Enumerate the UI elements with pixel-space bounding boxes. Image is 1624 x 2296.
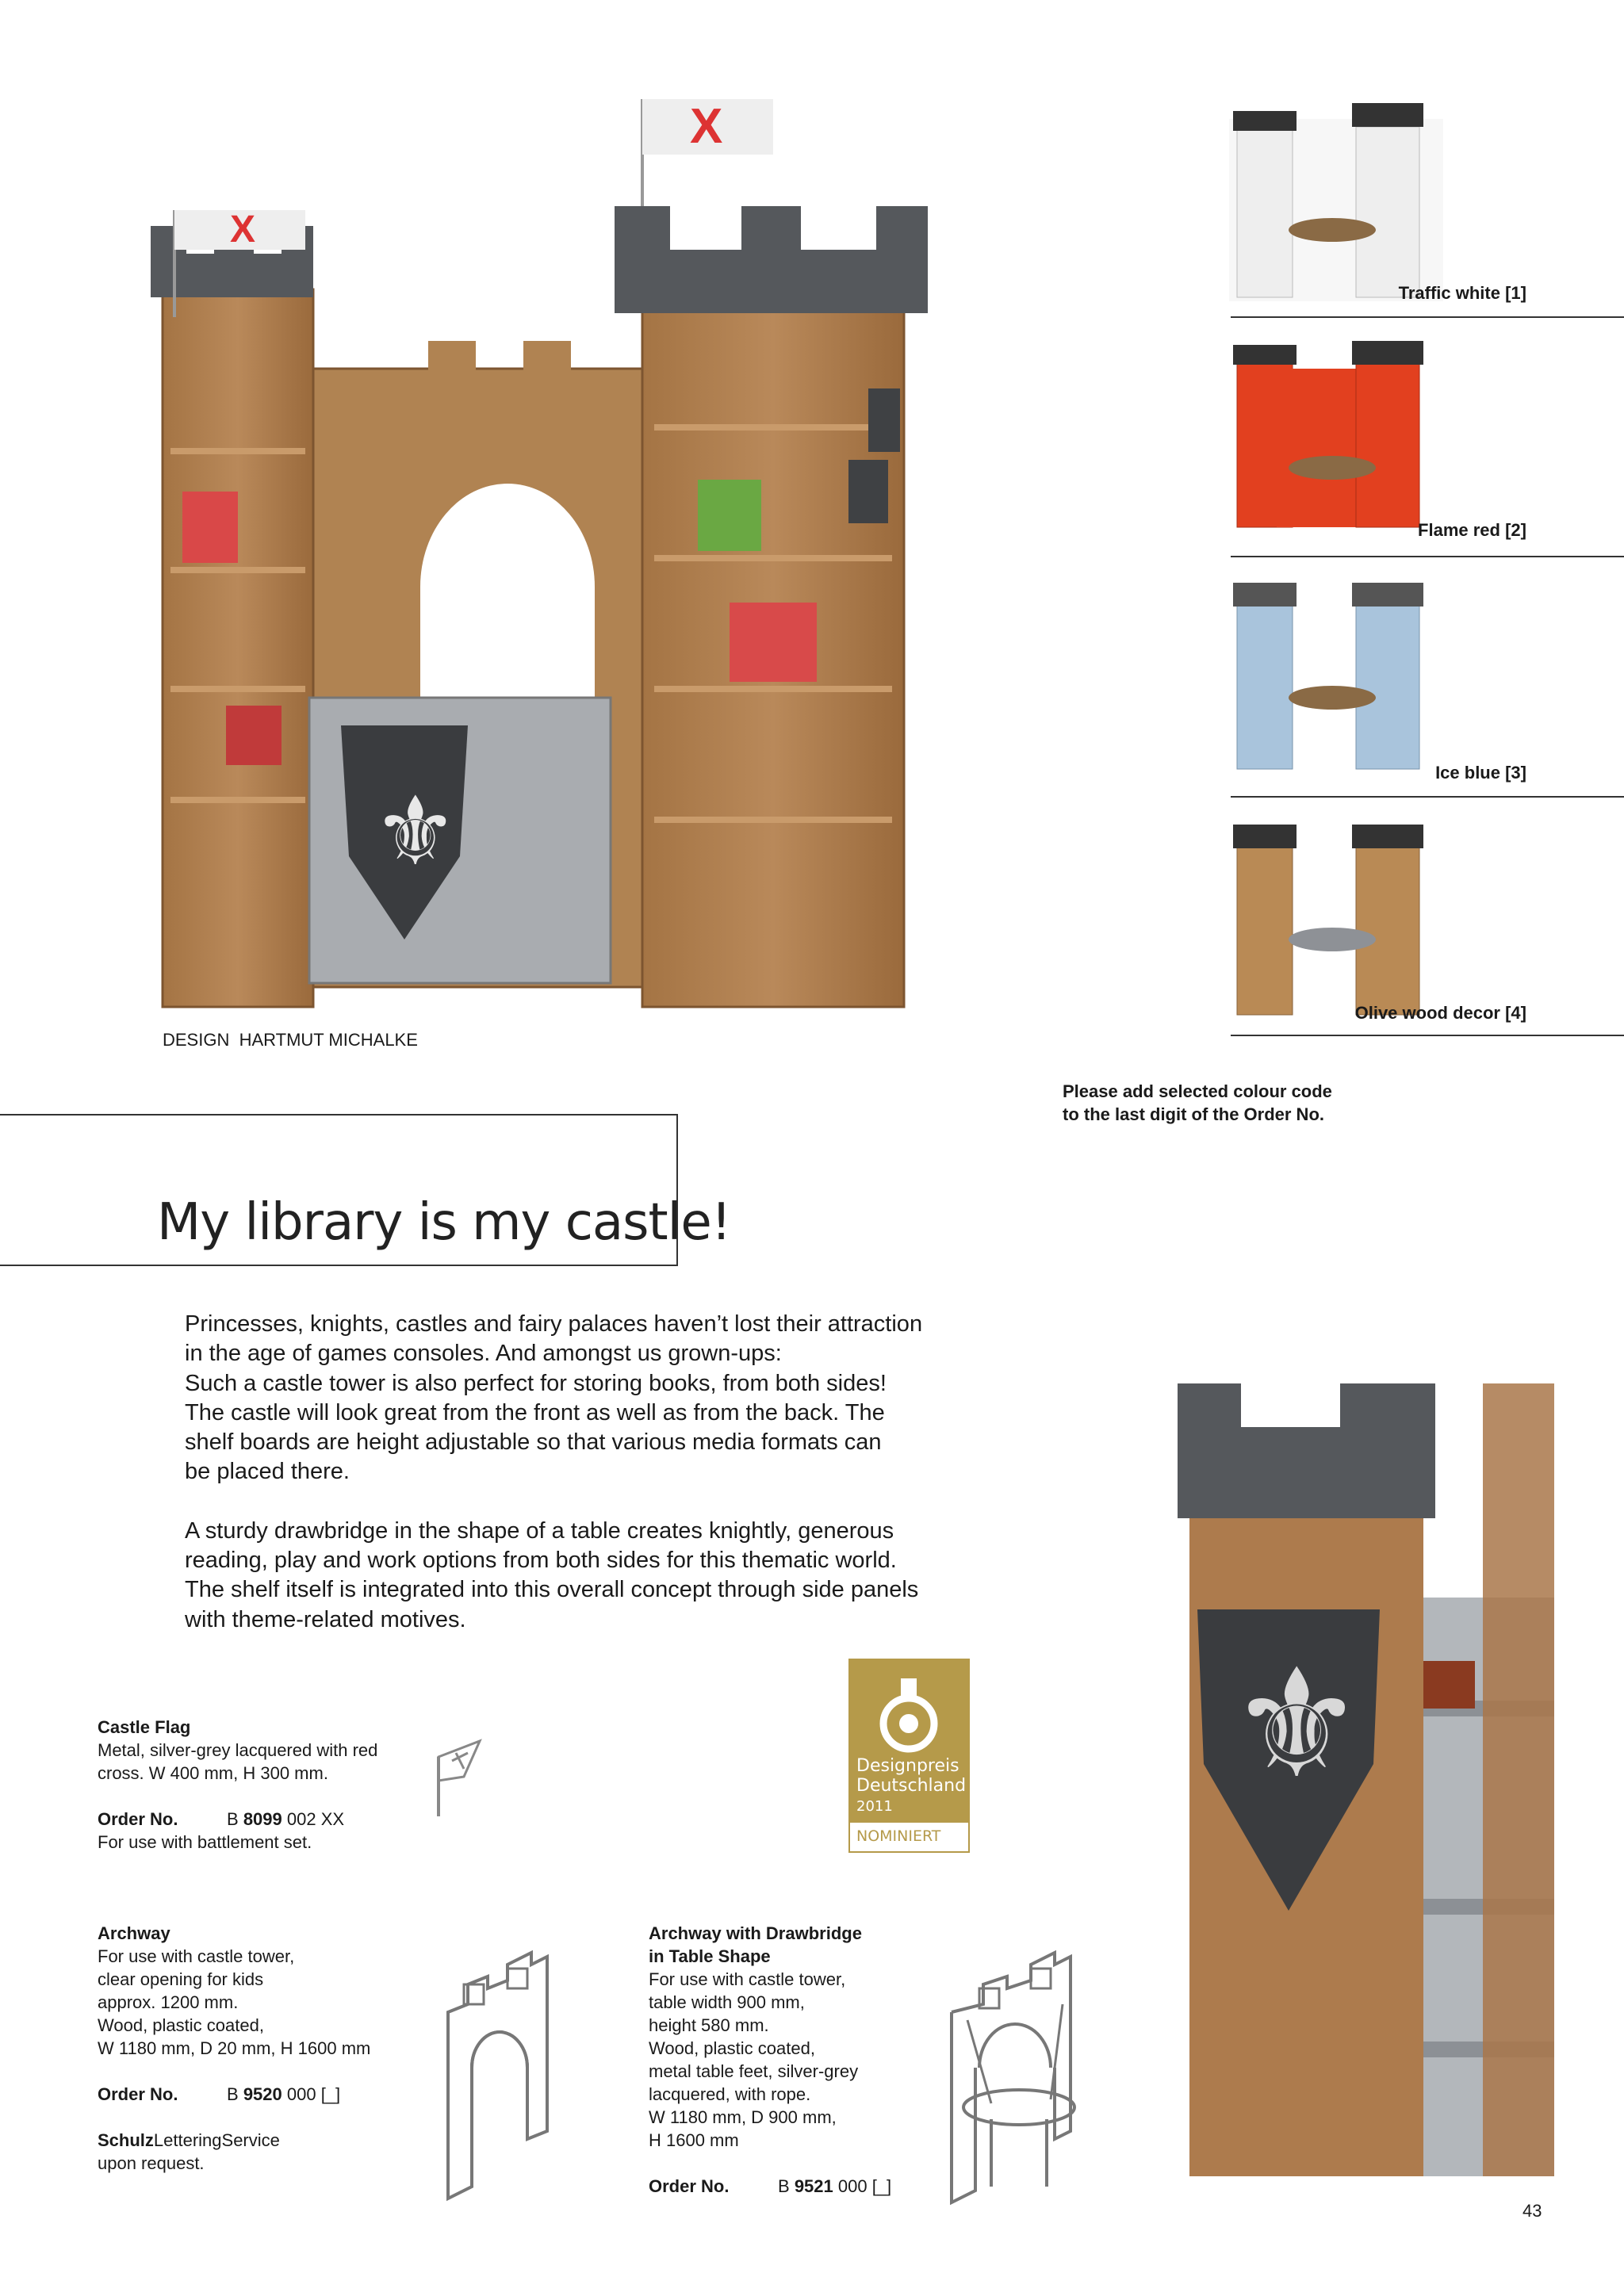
page-number: 43	[1522, 2201, 1542, 2221]
colour-label: Ice blue	[1435, 763, 1500, 783]
design-award-badge	[848, 1659, 970, 1853]
svg-text:X: X	[690, 99, 723, 154]
colour-code-note: Please add selected colour code to the last digit of the Order No.	[1063, 1081, 1332, 1124]
colour-label: Olive wood decor	[1354, 1003, 1500, 1023]
intro-text: Princesses, knights, castles and fairy palaces haven’t lost their attraction in the age of games consoles. And amongst us grown-ups: Such a castle tower is also perfect for storing books, from both sides! The castle will look great from the front as well as from the back. The shelf boards are height adjustable so that various media formats can be placed there. A sturdy drawbridge in the shape of a table creates knightly, generous reading, play and work options from both sides for this thematic world. The shelf itself is integrated into this overall concept through side panels with theme-related motives.	[185, 1311, 923, 1632]
colour-code: [3]	[1505, 763, 1526, 783]
divider	[1231, 796, 1624, 798]
archway-order-row: Order No. B 9520 000 [_]	[98, 2084, 341, 2104]
castle-hero-image	[95, 79, 967, 1039]
svg-text:⚜: ⚜	[373, 777, 458, 887]
flag-title: Castle Flag	[98, 1717, 191, 1737]
drawbridge-title-line2: in Table Shape	[649, 1946, 771, 1966]
castle-white-thumbnail	[1229, 95, 1443, 301]
award-status: NOMINIERT	[856, 1827, 941, 1845]
svg-text:⚜: ⚜	[1229, 1636, 1365, 1812]
svg-text:X: X	[230, 209, 256, 251]
colour-label: Traffic white	[1398, 283, 1500, 303]
castle-flag-section: Castle Flag Metal, silver-grey lacquered with red cross. W 400 mm, H 300 mm. Order No. B 8099 002 XX For use with battlement set.	[98, 1717, 378, 1852]
award-year: 2011	[856, 1798, 893, 1815]
colour-code: [4]	[1505, 1003, 1526, 1023]
colour-code: [2]	[1505, 520, 1526, 540]
colour-code: [1]	[1505, 283, 1526, 303]
archway-drawing	[440, 1949, 559, 2206]
award-line1: Designpreis	[856, 1756, 959, 1776]
archway-title: Archway	[98, 1923, 170, 1943]
drawbridge-drawing	[944, 1949, 1086, 2206]
castle-olive-thumbnail	[1229, 821, 1443, 1019]
castle-hero-illustration	[95, 79, 967, 1039]
drawbridge-title-line1: Archway with Drawbridge	[649, 1923, 862, 1943]
colour-label: Flame red	[1418, 520, 1500, 540]
archway-section: Archway For use with castle tower, clear opening for kids approx. 1200 mm. Wood, plastic coated, W 1180 mm, D 20 mm, H 1600 mm Order No. B 9520 000 [_] SchulzLetteringService upon request.	[98, 1923, 371, 2173]
divider	[1231, 556, 1624, 557]
designer-credit: DESIGN HARTMUT MICHALKE	[163, 1030, 418, 1050]
drawbridge-section: Archway with Drawbridge in Table Shape For use with castle tower, table width 900 mm, height 580 mm. Wood, plastic coated, metal table feet, silver-grey lacquered, with rope. W 1180 mm, D 900 mm, H 1600 mm Order No. B 9521 000 [_]	[649, 1923, 892, 2196]
divider	[1231, 1035, 1624, 1036]
flag-order-row: Order No. B 8099 002 XX	[98, 1809, 345, 1829]
drawbridge-order-row: Order No. B 9521 000 [_]	[649, 2176, 892, 2196]
tower-detail-image	[1166, 1383, 1554, 2204]
divider	[1231, 316, 1624, 318]
lettering-service: SchulzLetteringService	[98, 2130, 280, 2150]
award-status-bar	[848, 1821, 970, 1853]
castle-red-thumbnail	[1229, 337, 1443, 535]
award-medal-icon	[848, 1659, 970, 1762]
page-title: My library is my castle!	[157, 1193, 731, 1252]
award-line2: Deutschland	[856, 1776, 967, 1796]
castle-flag-drawing	[432, 1733, 488, 1820]
castle-blue-thumbnail	[1229, 579, 1443, 773]
